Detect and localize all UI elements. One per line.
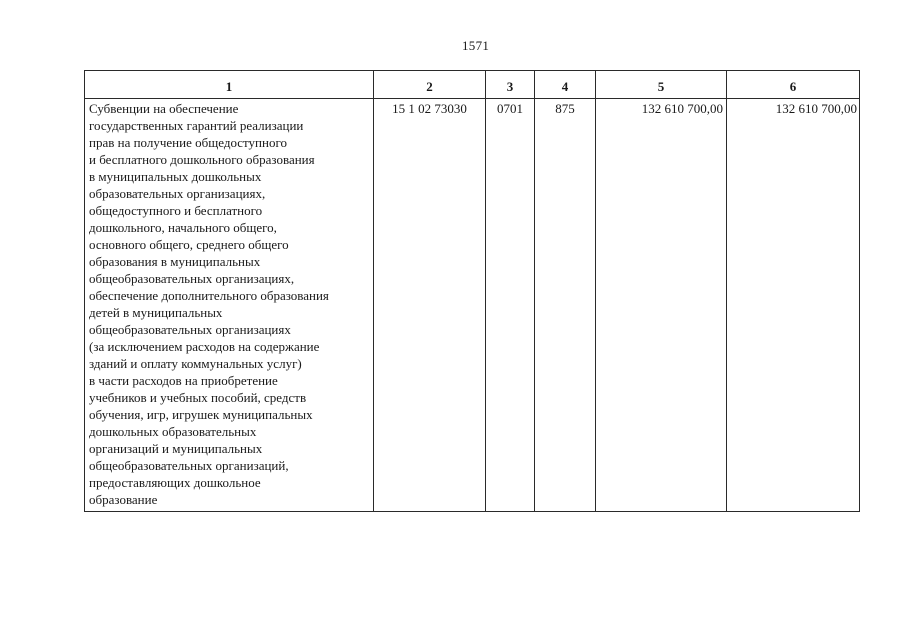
column-header-2: 2 [374,71,486,99]
table-row [85,99,860,512]
description-line: общеобразовательных организациях [89,322,291,337]
description-line: общеобразовательных организациях, [89,271,295,286]
description-line: зданий и оплату коммунальных услуг) [89,356,302,371]
table-header-row [85,71,860,99]
budget-table [84,70,860,512]
target-article-cell: 15 1 02 73030 [374,99,486,512]
amount-col6-cell: 132 610 700,00 [727,99,860,512]
column-header-4: 4 [535,71,596,99]
description-line: основного общего, среднего общего [89,237,289,252]
description-line: в муниципальных дошкольных [89,169,262,184]
description-line: в части расходов на приобретение [89,373,278,388]
description-line: учебников и учебных пособий, средств [89,390,307,405]
column-header-3: 3 [486,71,535,99]
description-line: дошкольного, начального общего, [89,220,277,235]
description-line: обеспечение дополнительного образования [89,288,329,303]
description-line: прав на получение общедоступного [89,135,287,150]
description-line: предоставляющих дошкольное [89,475,261,490]
section-cell: 0701 [486,99,535,512]
description-line: обучения, игр, игрушек муниципальных [89,407,313,422]
description-line: детей в муниципальных [89,305,223,320]
column-header-6: 6 [727,71,860,99]
description-cell [85,99,374,512]
description-line: и бесплатного дошкольного образования [89,152,315,167]
description-line: общеобразовательных организаций, [89,458,289,473]
description-line: общедоступного и бесплатного [89,203,263,218]
description-line: дошкольных образовательных [89,424,257,439]
column-header-1: 1 [85,71,374,99]
description-line: образование [89,492,158,507]
description-line: образовательных организациях, [89,186,266,201]
description-line: (за исключением расходов на содержание [89,339,320,354]
description-line: организаций и муниципальных [89,441,263,456]
description-line: государственных гарантий реализации [89,118,304,133]
page-number: 1571 [462,38,490,53]
expense-type-cell: 875 [535,99,596,512]
amount-col5-cell: 132 610 700,00 [596,99,727,512]
description-line: образования в муниципальных [89,254,261,269]
description-line: Субвенции на обеспечение [89,101,239,116]
column-header-5: 5 [596,71,727,99]
